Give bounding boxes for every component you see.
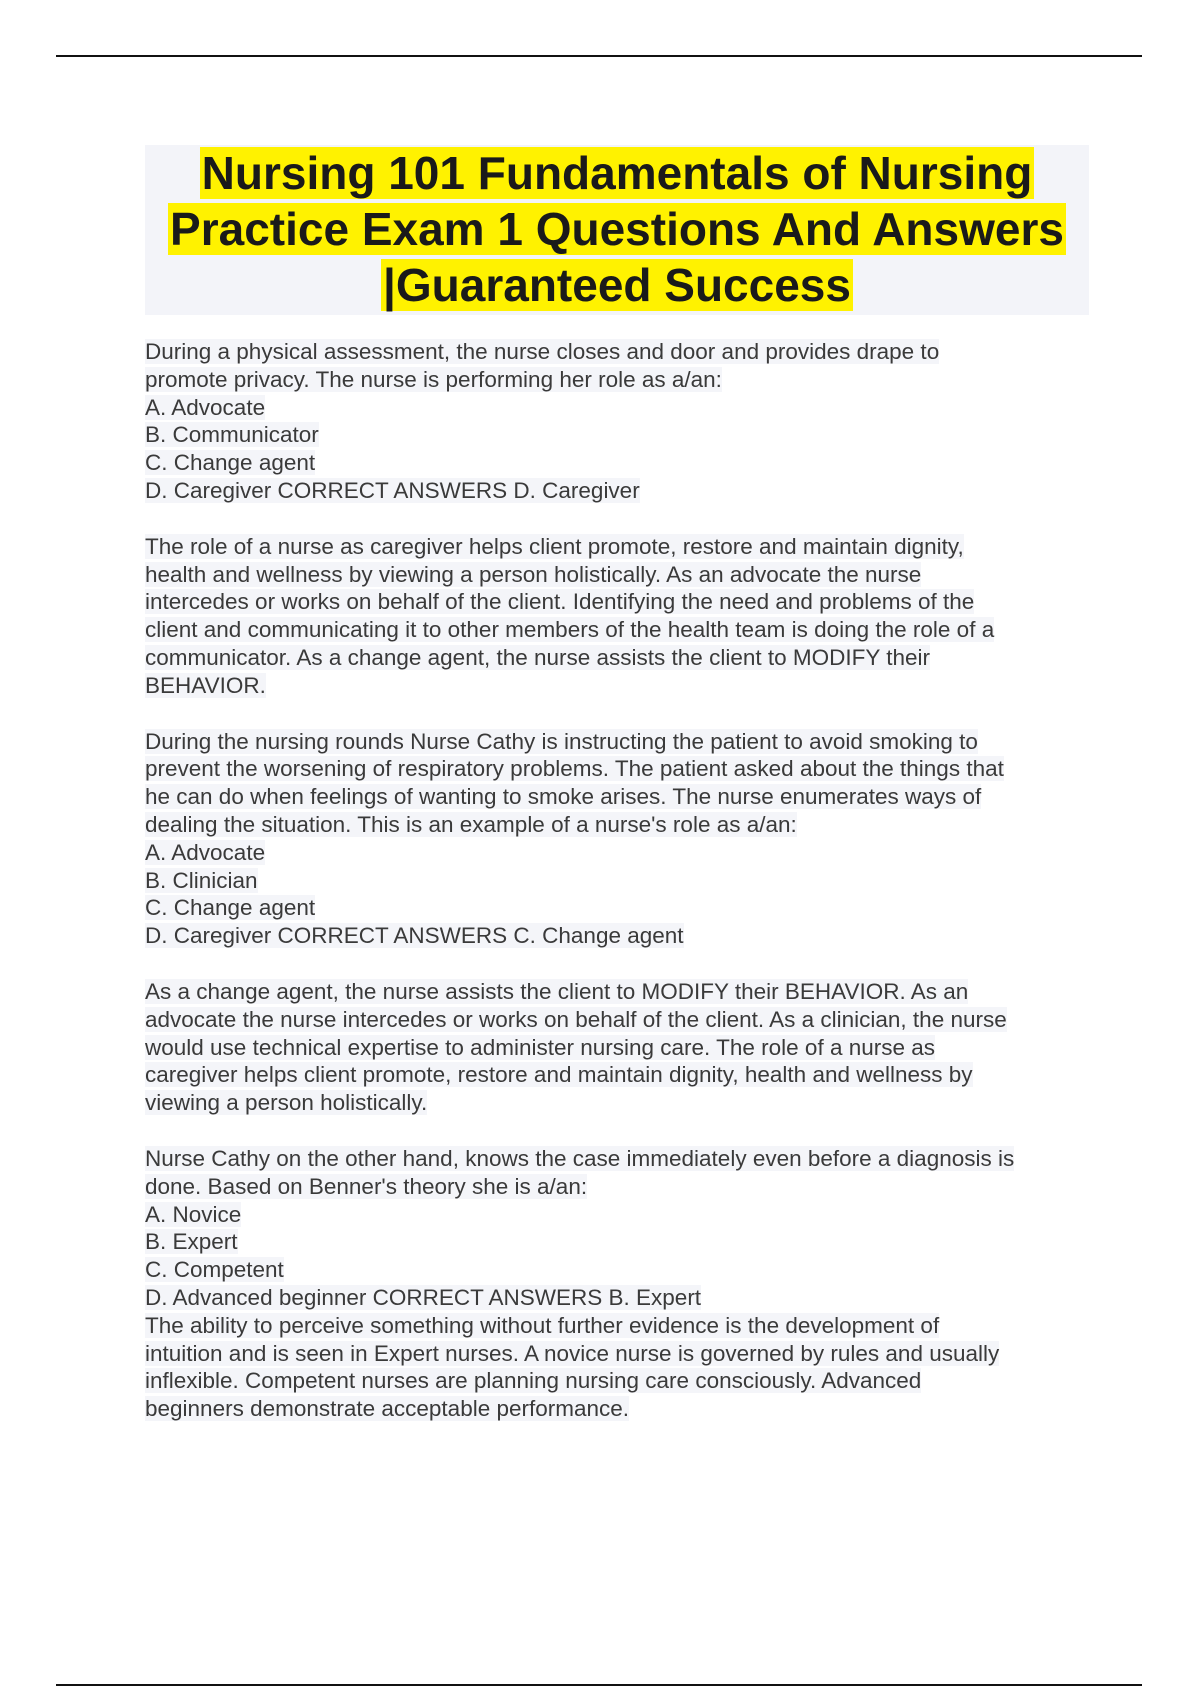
text-line-content: Nurse Cathy on the other hand, knows the case immediately even before a diagnosis is [145, 1145, 1015, 1171]
title-line [145, 145, 1089, 201]
text-line-content: D. Caregiver CORRECT ANSWERS D. Caregiver [145, 477, 640, 503]
text-line [145, 728, 1089, 756]
text-line-content: prevent the worsening of respiratory problems. The patient asked about the things that [145, 756, 1004, 782]
text-line-content: communicator. As a change agent, the nurse assists the client to MODIFY their [145, 644, 930, 670]
text-line-content: inflexible. Competent nurses are planning nursing care consciously. Advanced [145, 1368, 922, 1394]
question-block [145, 728, 1089, 950]
text-line-content: done. Based on Benner's theory she is a/an: [145, 1173, 588, 1199]
text-line-content: As a change agent, the nurse assists the client to MODIFY their BEHAVIOR. As an [145, 978, 969, 1004]
text-line [145, 978, 1089, 1006]
text-line-content: B. Clinician [145, 867, 258, 893]
text-line [145, 1228, 1089, 1256]
text-line-content: D. Advanced beginner CORRECT ANSWERS B. Expert [145, 1284, 702, 1310]
text-line-content: viewing a person holistically. [145, 1090, 428, 1116]
text-line-content: B. Communicator [145, 422, 319, 448]
text-line-content: dealing the situation. This is an example of a nurse's role as a/an: [145, 811, 797, 837]
text-line [145, 561, 1089, 589]
text-line-content: A. Advocate [145, 394, 266, 420]
text-line [145, 1006, 1089, 1034]
text-line [145, 672, 1089, 700]
text-line-content: client and communicating it to other members of the health team is doing the role of a [145, 617, 995, 643]
text-line [145, 1089, 1089, 1117]
question-block [145, 338, 1089, 505]
text-line-content: advocate the nurse intercedes or works on behalf of the client. As a clinician, the nurse [145, 1006, 1007, 1032]
text-line-content: B. Expert [145, 1229, 238, 1255]
text-line-content: intercedes or works on behalf of the client. Identifying the need and problems of the [145, 589, 975, 615]
title-line [145, 257, 1089, 313]
text-line [145, 867, 1089, 895]
text-line [145, 449, 1089, 477]
text-line-content: he can do when feelings of wanting to smoke arises. The nurse enumerates ways of [145, 784, 982, 810]
text-line [145, 1340, 1089, 1368]
text-line [145, 1201, 1089, 1229]
text-line [145, 533, 1089, 561]
text-line [145, 588, 1089, 616]
title-line-text: Nursing 101 Fundamentals of Nursing [201, 147, 1033, 199]
text-line [145, 477, 1089, 505]
text-line [145, 839, 1089, 867]
text-line-content: The ability to perceive something without further evidence is the development of [145, 1312, 940, 1338]
text-line [145, 1061, 1089, 1089]
text-line [145, 421, 1089, 449]
text-line [145, 1145, 1089, 1173]
text-line [145, 1367, 1089, 1395]
text-line-content: During the nursing rounds Nurse Cathy is instructing the patient to avoid smoking to [145, 728, 978, 754]
text-line-content: would use technical expertise to administer nursing care. The role of a nurse as [145, 1034, 936, 1060]
text-line-content: intuition and is seen in Expert nurses. A novice nurse is governed by rules and usually [145, 1340, 1000, 1366]
title-line-text: |Guaranteed Success [383, 259, 851, 311]
text-line [145, 1034, 1089, 1062]
text-line-content: A. Advocate [145, 839, 266, 865]
text-line [145, 394, 1089, 422]
question-block [145, 1145, 1089, 1423]
text-line [145, 1312, 1089, 1340]
text-line [145, 616, 1089, 644]
text-line [145, 922, 1089, 950]
text-line-content: D. Caregiver CORRECT ANSWERS C. Change agent [145, 923, 684, 949]
text-line [145, 366, 1089, 394]
text-line-content: C. Change agent [145, 450, 316, 476]
text-line [145, 1284, 1089, 1312]
text-line [145, 811, 1089, 839]
text-line [145, 755, 1089, 783]
document-title-block [145, 145, 1089, 315]
text-line-content: promote privacy. The nurse is performing her role as a/an: [145, 366, 722, 392]
text-line-content: The role of a nurse as caregiver helps client promote, restore and maintain dignity, [145, 533, 964, 559]
text-line-content: C. Change agent [145, 895, 316, 921]
document-body [145, 338, 1089, 1423]
rationale-block [145, 978, 1089, 1117]
text-line-content: BEHAVIOR. [145, 672, 266, 698]
text-line [145, 1173, 1089, 1201]
top-rule [56, 55, 1142, 57]
text-line-content: health and wellness by viewing a person holistically. As an advocate the nurse [145, 561, 922, 587]
text-line [145, 1395, 1089, 1423]
text-line-content: During a physical assessment, the nurse closes and door and provides drape to [145, 339, 940, 364]
bottom-rule [56, 1684, 1142, 1686]
title-line [145, 201, 1089, 257]
text-line [145, 783, 1089, 811]
text-line-content: C. Competent [145, 1257, 284, 1283]
rationale-block [145, 533, 1089, 700]
text-line-content: A. Novice [145, 1201, 242, 1227]
text-line-content: beginners demonstrate acceptable performance. [145, 1396, 630, 1422]
document-title [145, 145, 1089, 313]
text-line [145, 894, 1089, 922]
text-line [145, 1256, 1089, 1284]
title-line-text: Practice Exam 1 Questions And Answers [170, 203, 1064, 255]
text-line [145, 644, 1089, 672]
text-line [145, 338, 1089, 366]
text-line-content: caregiver helps client promote, restore and maintain dignity, health and wellness by [145, 1062, 973, 1088]
